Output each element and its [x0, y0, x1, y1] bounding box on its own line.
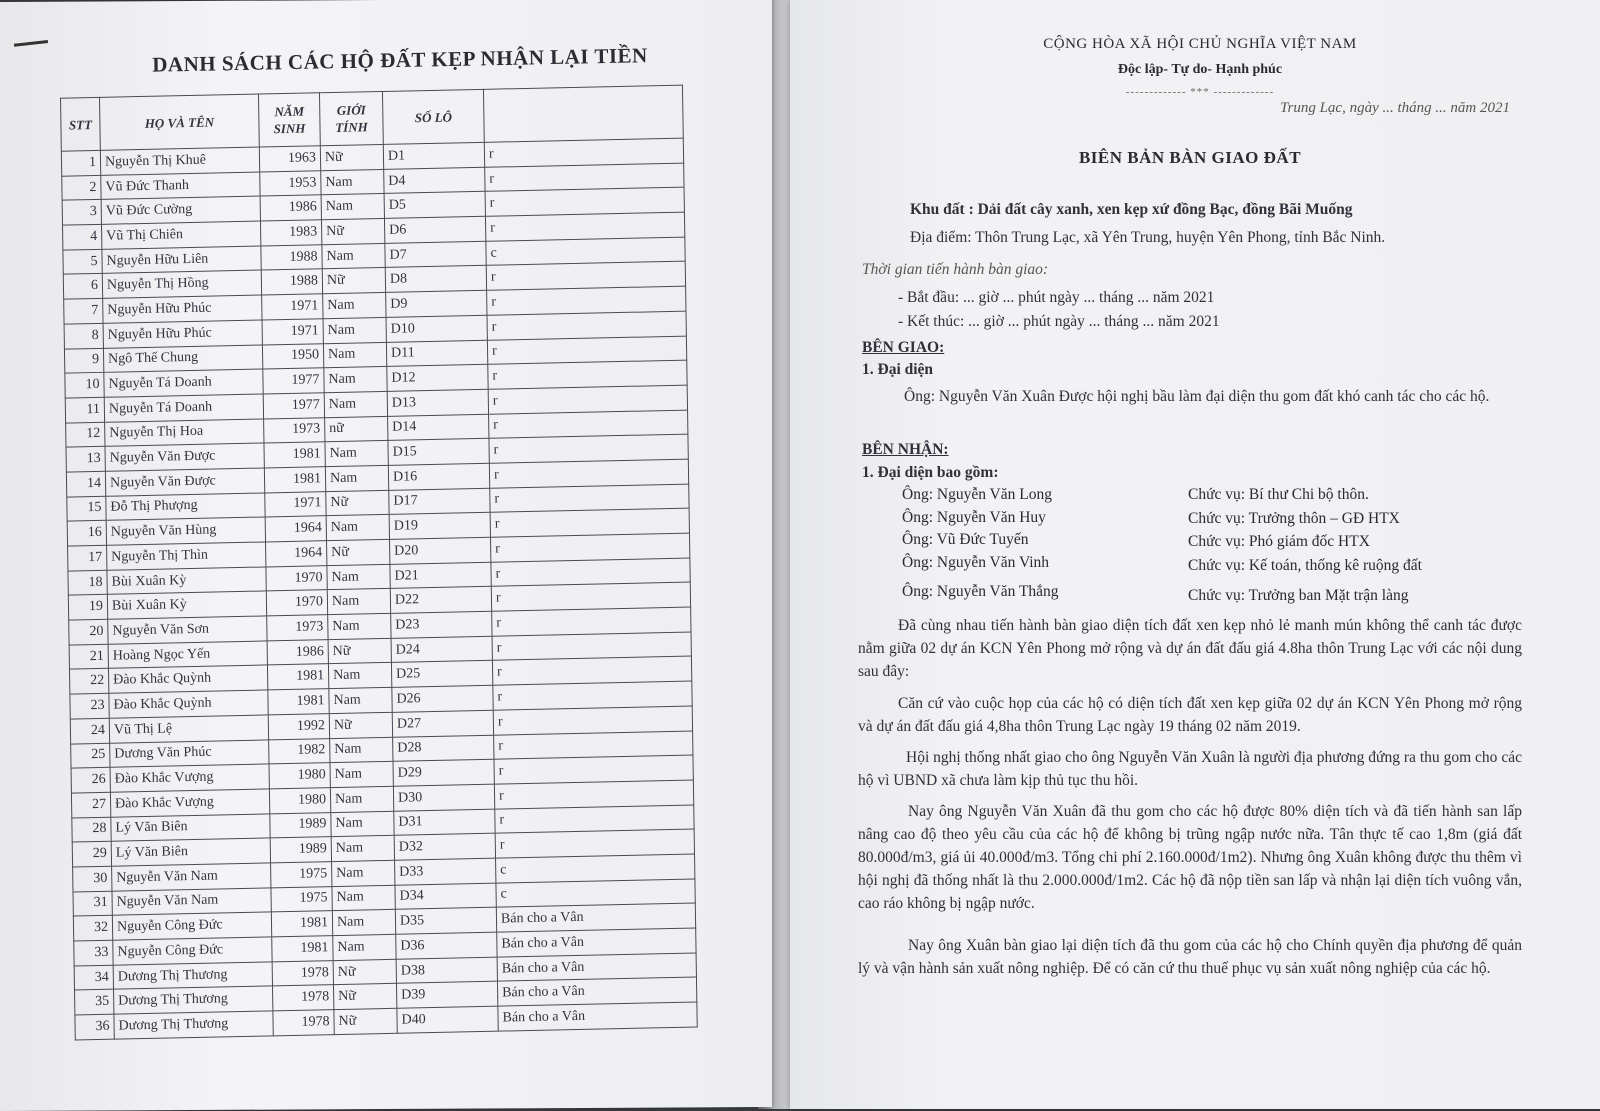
- receiver-label: BÊN NHẬN:: [862, 441, 949, 458]
- row-lot: D27: [392, 710, 493, 737]
- row-name: Nguyễn Văn Hùng: [106, 517, 265, 545]
- row-stt: 12: [66, 422, 105, 447]
- row-name: Đào Khắc Quỳnh: [108, 665, 267, 693]
- row-name: Vũ Đức Thanh: [101, 172, 260, 200]
- header-stt: STT: [61, 97, 101, 151]
- row-birth-year: 1977: [263, 368, 324, 394]
- row-note: r: [491, 582, 690, 611]
- row-gender: Nữ: [333, 959, 396, 985]
- row-gender: Nam: [321, 169, 384, 195]
- row-lot: D40: [397, 1006, 498, 1033]
- row-note: r: [493, 706, 692, 735]
- row-name: Nguyễn Văn Nam: [112, 863, 271, 891]
- row-note: r: [491, 558, 690, 587]
- row-note: r: [487, 286, 686, 315]
- paragraph-5: Nay ông Xuân bàn giao lại diện tích đã thu gom của các hộ cho Chính quyền địa phương để quản lý và vận hành sản xuất nông nghiệp. Để có căn cứ thu thuế phục vụ sản xuất nông nghiệp của các hộ.: [858, 937, 1522, 977]
- row-birth-year: 1971: [262, 319, 323, 345]
- row-name: Nguyễn Thị Thìn: [107, 542, 266, 570]
- row-birth-year: 1986: [260, 195, 321, 221]
- row-gender: Nữ: [327, 539, 390, 565]
- row-name: Bùi Xuân Kỳ: [107, 567, 266, 595]
- row-lot: D9: [386, 290, 487, 317]
- row-gender: Nam: [328, 663, 391, 689]
- row-lot: D28: [393, 735, 494, 762]
- row-gender: Nữ: [321, 218, 384, 244]
- receiver-name: Ông: Nguyễn Văn Vinh: [902, 554, 1050, 571]
- row-name: Đào Khắc Vượng: [110, 789, 269, 817]
- end-time: - Kết thúc: ... giờ ... phút ngày ... tháng ... năm 2021: [898, 313, 1220, 330]
- row-birth-year: 1978: [273, 1010, 334, 1036]
- row-lot: D6: [384, 216, 485, 243]
- row-name: Nguyễn Thị Hoa: [105, 419, 264, 447]
- row-stt: 2: [62, 175, 101, 200]
- row-stt: 5: [63, 249, 102, 274]
- row-lot: D34: [395, 883, 496, 910]
- row-name: Dương Văn Phúc: [110, 739, 269, 767]
- row-name: Lý Văn Biên: [111, 813, 270, 841]
- row-gender: Nam: [327, 564, 390, 590]
- row-name: Hoàng Ngọc Yến: [108, 641, 267, 669]
- row-stt: 24: [70, 718, 109, 743]
- row-birth-year: 1950: [262, 343, 323, 369]
- row-gender: Nữ: [334, 1008, 397, 1034]
- household-table: [60, 85, 698, 1041]
- row-name: Nguyễn Tá Doanh: [104, 394, 263, 422]
- row-stt: 7: [64, 298, 103, 323]
- row-gender: Nam: [332, 885, 395, 911]
- household-table-body: [61, 138, 697, 1040]
- row-note: Bán cho a Vân: [497, 953, 696, 982]
- row-name: Dương Thị Thương: [113, 962, 272, 990]
- land-area: Khu đất : Dải đất cây xanh, xen kẹp xứ đồng Bạc, đồng Bãi Muống: [910, 201, 1353, 218]
- row-birth-year: 1983: [260, 220, 321, 246]
- row-stt: 34: [74, 965, 113, 990]
- row-gender: Nam: [323, 293, 386, 319]
- paragraph-1: Đã cùng nhau tiến hành bàn giao diện tích đất xen kẹp nhỏ lẻ manh mún không thể canh tác được nằm giữa 02 dự án KCN Yên Phong mở rộng và dự án đất đấu giá 4.8ha thôn Trung Lạc với các nội dung sau đây:: [858, 617, 1522, 680]
- row-note: r: [493, 681, 692, 710]
- row-stt: 3: [62, 200, 101, 225]
- row-stt: 31: [73, 891, 112, 916]
- row-name: Nguyễn Hữu Phúc: [103, 295, 262, 323]
- header-gender: GIỚI TÍNH: [319, 91, 383, 145]
- row-lot: D5: [384, 192, 485, 219]
- row-lot: D38: [396, 957, 497, 984]
- row-note: r: [490, 533, 689, 562]
- pen-mark: [14, 40, 48, 47]
- row-stt: 35: [75, 990, 114, 1015]
- receiver-name: Ông: Nguyễn Văn Huy: [902, 509, 1046, 526]
- row-gender: Nam: [321, 194, 384, 220]
- row-lot: D11: [386, 340, 487, 367]
- row-note: r: [489, 410, 688, 439]
- row-name: Nguyễn Thị Hồng: [102, 270, 261, 298]
- row-stt: 22: [69, 669, 108, 694]
- row-note: r: [487, 311, 686, 340]
- row-stt: 25: [71, 743, 110, 768]
- row-stt: 1: [61, 150, 100, 175]
- row-birth-year: 1989: [270, 812, 331, 838]
- row-stt: 26: [71, 767, 110, 792]
- row-gender: Nam: [330, 786, 393, 812]
- row-note: r: [495, 829, 694, 858]
- row-name: Dương Thị Thương: [114, 1011, 273, 1039]
- row-lot: D20: [390, 537, 491, 564]
- row-stt: 4: [63, 224, 102, 249]
- row-name: Vũ Đức Cường: [101, 196, 260, 224]
- row-stt: 9: [64, 348, 103, 373]
- row-gender: Nam: [330, 762, 393, 788]
- row-note: r: [490, 508, 689, 537]
- header-name: HỌ VÀ TÊN: [100, 94, 260, 150]
- row-lot: D17: [389, 488, 490, 515]
- row-note: r: [492, 632, 691, 661]
- row-stt: 28: [72, 817, 111, 842]
- row-lot: D1: [383, 142, 484, 169]
- row-name: Dương Thị Thương: [114, 986, 273, 1014]
- row-birth-year: 1988: [261, 269, 322, 295]
- start-time: - Bắt đầu: ... giờ ... phút ngày ... tháng ... năm 2021: [898, 289, 1215, 306]
- row-lot: D39: [396, 982, 497, 1009]
- row-lot: D26: [392, 685, 493, 712]
- row-birth-year: 1981: [264, 442, 325, 468]
- row-name: Nguyễn Văn Được: [105, 443, 264, 471]
- row-gender: Nam: [325, 465, 388, 491]
- row-birth-year: 1971: [262, 294, 323, 320]
- row-gender: Nam: [323, 342, 386, 368]
- row-stt: 19: [68, 595, 107, 620]
- row-note: r: [494, 731, 693, 760]
- row-birth-year: 1977: [263, 393, 324, 419]
- row-birth-year: 1982: [269, 738, 330, 764]
- row-note: r: [485, 212, 684, 241]
- dateline: Trung Lạc, ngày ... tháng ... năm 2021: [1279, 100, 1510, 116]
- row-gender: Nam: [331, 836, 394, 862]
- row-note: r: [495, 805, 694, 834]
- row-stt: 30: [73, 866, 112, 891]
- row-gender: Nam: [329, 687, 392, 713]
- row-name: Nguyễn Hữu Liên: [102, 246, 261, 274]
- row-birth-year: 1981: [264, 467, 325, 493]
- row-birth-year: 1981: [272, 936, 333, 962]
- row-lot: D10: [386, 315, 487, 342]
- handover-minutes-sheet: [790, 0, 1600, 1109]
- receiver-role: Chức vụ: Phó giám đốc HTX: [1188, 533, 1370, 550]
- time-label: Thời gian tiến hành bàn giao:: [862, 261, 1049, 278]
- row-lot: D4: [384, 167, 485, 194]
- row-name: Nguyễn Văn Được: [105, 468, 264, 496]
- row-lot: D31: [394, 809, 495, 836]
- row-gender: Nam: [332, 910, 395, 936]
- header-note: [483, 85, 683, 142]
- row-note: r: [487, 336, 686, 365]
- row-name: Đào Khắc Quỳnh: [109, 690, 268, 718]
- header-birth-year: NĂM SINH: [258, 93, 320, 147]
- row-birth-year: 1971: [265, 491, 326, 517]
- row-lot: D21: [390, 562, 491, 589]
- row-gender: Nam: [324, 391, 387, 417]
- row-name: Ngô Thế Chung: [103, 344, 262, 372]
- row-gender: Nữ: [322, 268, 385, 294]
- row-note: r: [486, 262, 685, 291]
- row-gender: Nữ: [328, 638, 391, 664]
- row-note: r: [494, 755, 693, 784]
- row-note: r: [484, 138, 683, 167]
- receiver-role: Chức vụ: Kế toán, thống kê ruộng đất: [1188, 557, 1422, 574]
- row-birth-year: 1963: [259, 146, 320, 172]
- row-note: c: [496, 879, 695, 908]
- row-lot: D24: [391, 636, 492, 663]
- row-gender: Nữ: [333, 984, 396, 1010]
- row-note: r: [492, 607, 691, 636]
- row-note: r: [488, 360, 687, 389]
- row-lot: D13: [387, 389, 488, 416]
- receiver-name: Ông: Vũ Đức Tuyến: [902, 531, 1029, 548]
- row-name: Nguyễn Tá Doanh: [104, 369, 263, 397]
- row-birth-year: 1964: [265, 516, 326, 542]
- row-note: r: [492, 656, 691, 685]
- header-lot: SỐ LÔ: [382, 89, 484, 144]
- row-stt: 17: [68, 545, 107, 570]
- row-lot: D16: [388, 463, 489, 490]
- row-note: r: [485, 163, 684, 192]
- row-stt: 36: [75, 1014, 114, 1039]
- row-lot: D36: [396, 932, 497, 959]
- row-gender: Nam: [326, 515, 389, 541]
- row-stt: 33: [74, 940, 113, 965]
- list-title: DANH SÁCH CÁC HỘ ĐẤT KẸP NHẬN LẠI TIỀN: [152, 43, 648, 77]
- receiver-rep-label: 1. Đại diện bao gồm:: [862, 464, 999, 481]
- receiver-name: Ông: Nguyễn Văn Thắng: [902, 583, 1059, 600]
- row-lot: D35: [395, 907, 496, 934]
- row-stt: 14: [66, 471, 105, 496]
- row-name: Nguyễn Văn Sơn: [108, 616, 267, 644]
- row-note: c: [486, 237, 685, 266]
- giver-rep-text: Ông: Nguyễn Văn Xuân Được hội nghị bầu làm đại diện thu gom đất khó canh tác cho các hộ.: [904, 388, 1490, 405]
- row-note: r: [494, 780, 693, 809]
- row-lot: D25: [391, 661, 492, 688]
- row-birth-year: 1970: [266, 565, 327, 591]
- row-birth-year: 1975: [271, 862, 332, 888]
- row-gender: Nam: [323, 317, 386, 343]
- row-lot: D33: [395, 858, 496, 885]
- household-table-wrapper: [60, 85, 698, 1041]
- row-note: Bán cho a Vân: [496, 903, 695, 932]
- motto: Độc lập- Tự do- Hạnh phúc: [1117, 62, 1283, 77]
- row-stt: 27: [71, 792, 110, 817]
- row-birth-year: 1992: [268, 713, 329, 739]
- row-gender: Nam: [331, 811, 394, 837]
- row-birth-year: 1975: [271, 886, 332, 912]
- row-lot: D19: [389, 513, 490, 540]
- row-name: Nguyễn Văn Nam: [112, 888, 271, 916]
- receiver-role: Chức vụ: Bí thư Chi bộ thôn.: [1188, 486, 1369, 503]
- row-stt: 13: [66, 447, 105, 472]
- row-birth-year: 1964: [266, 541, 327, 567]
- row-lot: D29: [393, 759, 494, 786]
- row-birth-year: 1981: [271, 911, 332, 937]
- row-birth-year: 1981: [267, 664, 328, 690]
- row-stt: 10: [65, 373, 104, 398]
- row-name: Nguyễn Công Đức: [113, 937, 272, 965]
- row-lot: D23: [391, 611, 492, 638]
- row-note: Bán cho a Vân: [497, 977, 696, 1006]
- row-lot: D14: [388, 414, 489, 441]
- row-lot: D15: [388, 439, 489, 466]
- row-note: r: [488, 385, 687, 414]
- paragraph-2: Căn cứ vào cuộc họp của các hộ có diện tích đất xen kẹp giữa 02 dự án KCN Yên Phong mở rộng và dự án đất đấu giá 4,8ha thôn Trung Lạc ngày 19 tháng 02 năm 2019.: [858, 695, 1522, 735]
- row-birth-year: 1970: [266, 590, 327, 616]
- row-note: Bán cho a Vân: [498, 1002, 697, 1031]
- row-lot: D8: [385, 266, 486, 293]
- row-lot: D32: [394, 833, 495, 860]
- row-gender: Nữ: [326, 490, 389, 516]
- row-birth-year: 1973: [264, 417, 325, 443]
- header-separator: ------------- *** -------------: [1125, 86, 1275, 98]
- row-lot: D22: [390, 587, 491, 614]
- row-name: Lý Văn Biên: [111, 838, 270, 866]
- row-stt: 21: [69, 644, 108, 669]
- receiver-name: Ông: Nguyễn Văn Long: [902, 486, 1052, 503]
- row-birth-year: 1980: [269, 763, 330, 789]
- row-gender: Nam: [327, 589, 390, 615]
- row-gender: Nam: [322, 243, 385, 269]
- location: Địa điểm: Thôn Trung Lạc, xã Yên Trung, huyện Yên Phong, tỉnh Bắc Ninh.: [910, 229, 1386, 246]
- row-name: Nguyễn Hữu Phúc: [103, 320, 262, 348]
- row-name: Đỗ Thị Phượng: [106, 493, 265, 521]
- row-note: r: [490, 484, 689, 513]
- row-birth-year: 1978: [272, 960, 333, 986]
- row-birth-year: 1973: [267, 615, 328, 641]
- row-note: r: [489, 459, 688, 488]
- receiver-role: Chức vụ: Trưởng thôn – GĐ HTX: [1188, 510, 1400, 527]
- row-stt: 16: [67, 521, 106, 546]
- row-name: Vũ Thị Chiên: [101, 221, 260, 249]
- document-title: BIÊN BẢN BÀN GIAO ĐẤT: [1078, 148, 1302, 167]
- row-note: r: [489, 434, 688, 463]
- row-stt: 11: [65, 397, 104, 422]
- row-birth-year: 1981: [268, 689, 329, 715]
- row-gender: Nam: [324, 367, 387, 393]
- row-lot: D12: [387, 364, 488, 391]
- paragraph-3: Hội nghị thống nhất giao cho ông Nguyễn Văn Xuân là người địa phương đứng ra thu gom cho các hộ vì UBND xã chưa làm kịp thủ tục thu hồi.: [858, 749, 1522, 789]
- row-gender: Nam: [332, 860, 395, 886]
- row-gender: nữ: [325, 416, 388, 442]
- row-name: Bùi Xuân Kỳ: [107, 591, 266, 619]
- row-note: c: [496, 854, 695, 883]
- row-gender: Nam: [328, 613, 391, 639]
- row-name: Nguyễn Công Đức: [112, 912, 271, 940]
- row-stt: 18: [68, 570, 107, 595]
- row-birth-year: 1986: [267, 639, 328, 665]
- row-stt: 29: [72, 841, 111, 866]
- row-gender: Nam: [325, 441, 388, 467]
- row-lot: D30: [393, 784, 494, 811]
- row-birth-year: 1980: [269, 788, 330, 814]
- row-lot: D7: [385, 241, 486, 268]
- giver-label: BÊN GIAO:: [862, 339, 945, 356]
- row-stt: 32: [73, 916, 112, 941]
- row-stt: 15: [67, 496, 106, 521]
- row-note: Bán cho a Vân: [497, 928, 696, 957]
- row-birth-year: 1953: [260, 170, 321, 196]
- row-note: r: [485, 188, 684, 217]
- row-birth-year: 1989: [270, 837, 331, 863]
- paragraph-4: Nay ông Nguyễn Văn Xuân đã thu gom cho các hộ được 80% diện tích và đã tiến hành san lấp nâng cao độ theo yêu cầu của các hộ để không bị trũng ngập nước nữa. Tân thực tế cao 1,8m (giá đất 80.000đ/m3, giá ủi 40.000đ/m3. Tổng chi phí 2.160.000đ/1m2). Nhưng ông Xuân không được thu thêm vì hội nghị đã thống nhất là thu 2.000.000đ/1m2. Các hộ đã nộp tiền san lấp và nhận lại diện tích vuông vắn, cao ráo không bị ngập nước.: [858, 803, 1522, 912]
- row-gender: Nam: [333, 934, 396, 960]
- row-birth-year: 1978: [273, 985, 334, 1011]
- row-gender: Nữ: [320, 144, 383, 170]
- country-header: CỘNG HÒA XÃ HỘI CHỦ NGHĨA VIỆT NAM: [1043, 36, 1357, 52]
- row-gender: Nam: [330, 737, 393, 763]
- household-list-sheet: [0, 0, 772, 1111]
- row-stt: 20: [69, 619, 108, 644]
- row-stt: 8: [64, 323, 103, 348]
- giver-rep-label: 1. Đại diện: [862, 361, 934, 378]
- row-name: Đào Khắc Vượng: [110, 764, 269, 792]
- row-birth-year: 1988: [261, 244, 322, 270]
- receiver-role: Chức vụ: Trưởng ban Mặt trận làng: [1188, 587, 1409, 604]
- row-stt: 6: [63, 274, 102, 299]
- row-gender: Nữ: [329, 712, 392, 738]
- row-stt: 23: [70, 693, 109, 718]
- row-name: Nguyễn Thị Khuê: [100, 147, 259, 175]
- row-name: Vũ Thị Lệ: [109, 715, 268, 743]
